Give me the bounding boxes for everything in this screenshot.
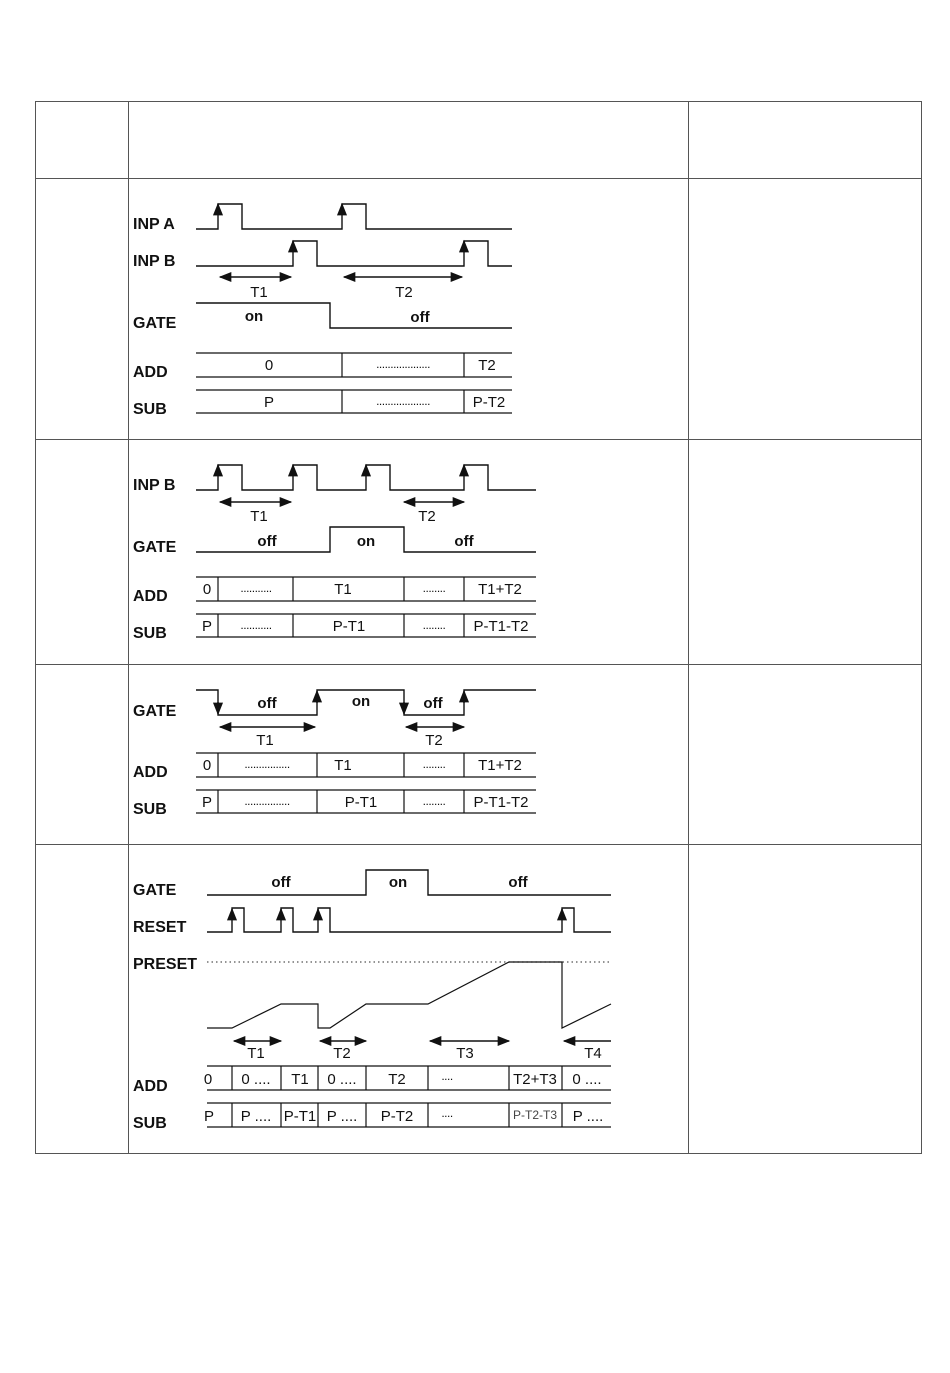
add-value: T2 [478,357,496,374]
signal-label-gate: GATE [133,882,177,899]
gate-state-off: off [257,533,277,550]
time-label-t2: T2 [418,508,436,525]
time-label-t4: T4 [584,1045,602,1062]
sub-value: P [201,618,213,635]
reset-waveform [207,908,611,932]
add-bus [196,353,512,377]
time-label-t1: T1 [250,508,268,525]
gate-waveform [196,303,512,328]
inp-a-waveform [196,204,512,229]
signal-label-sub: SUB [133,801,167,818]
add-value: T1 [291,1071,309,1088]
gate-state-on: on [356,533,376,550]
signal-label-reset: RESET [133,919,187,936]
gate-state-off: off [271,874,291,891]
signal-label-gate: GATE [133,315,177,332]
signal-label-add: ADD [133,364,168,381]
gate-state-off: off [410,309,430,326]
add-value: T1+T2 [478,581,522,598]
gate-state-on: on [351,693,371,710]
signal-label-gate: GATE [133,539,177,556]
signal-label-inp-a: INP A [133,216,175,233]
time-label-t3: T3 [456,1045,474,1062]
add-value: 0 [264,357,274,374]
add-value: T2+T3 [513,1071,557,1088]
add-value: 0 [202,757,212,774]
sub-value: ........ [422,794,446,808]
signal-label-inp-b: INP B [133,477,176,494]
add-value: ........ [422,757,446,771]
sub-value: P-T1 [332,618,366,635]
gate-state-off: off [423,695,443,712]
sub-value: ........ [422,618,446,632]
sub-value: P .... [326,1108,358,1125]
add-value: 0 [202,581,212,598]
time-label-t1: T1 [247,1045,265,1062]
time-label-t2: T2 [333,1045,351,1062]
timing-diagram-row-1 [133,204,512,418]
add-value: .... [441,1069,453,1083]
signal-label-sub: SUB [133,401,167,418]
sub-value: P [203,1108,215,1125]
signal-label-add: ADD [133,1078,168,1095]
sub-value: .... [441,1106,453,1120]
sub-value: P [263,394,275,411]
add-value: ........ [422,581,446,595]
signal-label-gate: GATE [133,703,177,720]
sub-value: P-T2 [380,1108,414,1125]
sub-value: P-T2-T3 [512,1108,558,1122]
sub-value: P .... [240,1108,272,1125]
timing-diagram-row-4 [133,870,611,1132]
sub-value: P-T1 [344,794,378,811]
add-value: 0 [203,1071,213,1088]
time-label-t2: T2 [425,732,443,749]
sub-value: P .... [572,1108,604,1125]
gate-state-off: off [257,695,277,712]
gate-state-off: off [508,874,528,891]
gate-waveform [207,870,611,895]
sub-value: ........... [240,618,272,632]
signal-label-sub: SUB [133,625,167,642]
add-value: ........... [240,581,272,595]
sub-value: ................... [376,394,430,408]
timing-diagram-row-2 [133,465,536,642]
time-label-t2: T2 [395,284,413,301]
add-value: T1 [334,581,352,598]
sub-value: P-T1-T2 [473,618,529,635]
time-label-t1: T1 [256,732,274,749]
signal-label-add: ADD [133,588,168,605]
signal-label-add: ADD [133,764,168,781]
gate-state-on: on [244,308,264,325]
sub-value: ................ [244,794,290,808]
add-value: 0 .... [327,1071,357,1088]
sub-value: P-T2 [472,394,506,411]
signal-label-inp-b: INP B [133,253,176,270]
add-value: T2 [388,1071,406,1088]
timing-diagram-row-3 [133,690,536,818]
add-value: T1 [334,757,352,774]
counter-ramp [207,962,611,1028]
gate-state-off: off [454,533,474,550]
add-value: ................ [244,757,290,771]
signal-label-sub: SUB [133,1115,167,1132]
add-value: 0 .... [572,1071,602,1088]
sub-value: P-T1 [283,1108,317,1125]
sub-value: P-T1-T2 [473,794,529,811]
add-value: ................... [376,357,430,371]
sub-value: P [201,794,213,811]
signal-label-preset: PRESET [133,956,198,973]
gate-state-on: on [388,874,408,891]
time-label-t1: T1 [250,284,268,301]
add-value: 0 .... [241,1071,271,1088]
add-value: T1+T2 [478,757,522,774]
sub-bus [196,390,512,413]
